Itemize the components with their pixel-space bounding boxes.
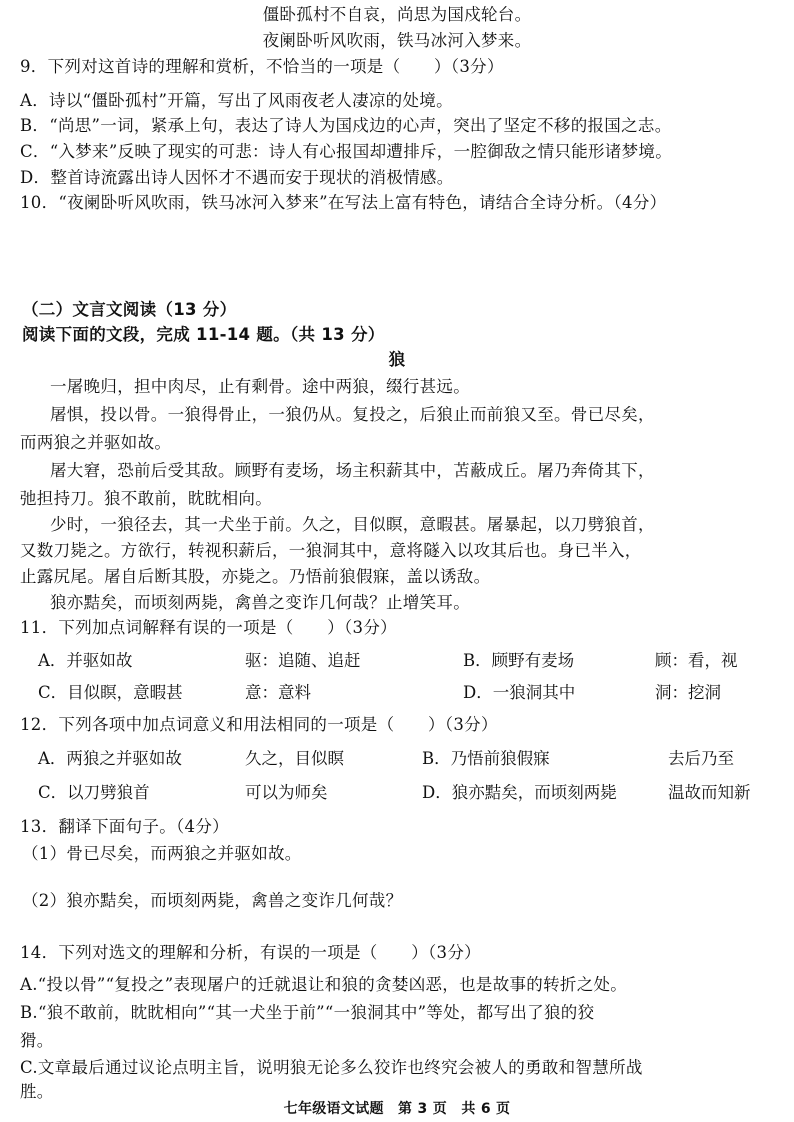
passage-paragraph-5: 狼亦黠矣，而顷刻两毙，禽兽之变诈几何哉？止增笑耳。 — [50, 593, 470, 612]
q12-stem: 12．下列各项中加点词意义和用法相同的一项是（ ）（3分） — [20, 715, 498, 734]
q11-option-a: A．并驱如故 — [38, 651, 133, 670]
passage-paragraph-1: 一屠晚归，担中肉尽，止有剩骨。途中两狼，缀行甚远。 — [50, 377, 470, 396]
passage-title: 狼 — [388, 350, 406, 369]
q11-option-c-gloss: 意：意料 — [245, 683, 311, 702]
q12-option-c: C．以刀劈狼首 — [38, 783, 150, 802]
q13-stem: 13．翻译下面句子。（4分） — [20, 817, 229, 836]
q9-option-d: D．整首诗流露出诗人因怀才不遇而安于现状的消极情感。 — [20, 168, 454, 187]
q13-sentence-2: （2）狼亦黠矣，而顷刻两毙，禽兽之变诈几何哉？ — [22, 891, 403, 910]
q14-option-b: B.“狼不敢前，眈眈相向”“其一犬坐于前”“一狼洞其中”等处，都写出了狼的狡 — [20, 1003, 595, 1022]
q11-option-d-gloss: 洞：挖洞 — [655, 683, 721, 702]
q12-option-c-compare: 可以为师矣 — [245, 783, 328, 802]
q11-option-c: C．目似瞑，意暇甚 — [38, 683, 183, 702]
q11-option-b-gloss: 顾：看，视 — [655, 651, 738, 670]
q9-option-b: B．“尚思”一词，紧承上句，表达了诗人为国戍边的心声，突出了坚定不移的报国之志。 — [20, 116, 672, 135]
passage-paragraph-2a: 屠惧，投以骨。一狼得骨止，一狼仍从。复投之，后狼止而前狼又至。骨已尽矣， — [50, 405, 655, 424]
q14-stem: 14．下列对选文的理解和分析，有误的一项是（ ）（3分） — [20, 943, 481, 962]
q9-option-c: C．“入梦来”反映了现实的可悲：诗人有心报国却遭排斥，一腔御敌之情只能形诸梦境。 — [20, 142, 672, 161]
q11-option-d: D．一狼洞其中 — [463, 683, 576, 702]
q9-stem: 9．下列对这首诗的理解和赏析，不恰当的一项是（ ）（3分） — [20, 57, 504, 76]
passage-paragraph-4c: 止露尻尾。屠自后断其股，亦毙之。乃悟前狼假寐，盖以诱敌。 — [20, 567, 491, 586]
passage-paragraph-3b: 弛担持刀。狼不敢前，眈眈相向。 — [20, 489, 272, 508]
q10-stem: 10．“夜阑卧听风吹雨，铁马冰河入梦来”在写法上富有特色，请结合全诗分析。（4分） — [20, 193, 667, 212]
poem-line-3: 僵卧孤村不自哀，尚思为国戍轮台。 — [262, 5, 532, 24]
q12-option-a-compare: 久之，目似瞑 — [245, 749, 344, 768]
page-footer: 七年级语文试题 第 3 页 共 6 页 — [283, 1101, 511, 1117]
passage-paragraph-4a: 少时，一狼径去，其一犬坐于前。久之，目似瞑，意暇甚。屠暴起，以刀劈狼首， — [50, 515, 655, 534]
q12-option-d: D．狼亦黠矣，而顷刻两毙 — [422, 783, 617, 802]
q12-option-b-compare: 去后乃至 — [668, 749, 734, 768]
q13-sentence-1: （1）骨已尽矣，而两狼之并驱如故。 — [22, 844, 302, 863]
passage-paragraph-2b: 而两狼之并驱如故。 — [20, 433, 172, 452]
q12-option-b: B．乃悟前狼假寐 — [422, 749, 550, 768]
q9-option-a: A．诗以“僵卧孤村”开篇，写出了风雨夜老人凄凉的处境。 — [20, 91, 453, 110]
section-instruction: 阅读下面的文段，完成 11-14 题。（共 13 分） — [22, 325, 385, 344]
q12-option-d-compare: 温故而知新 — [668, 783, 751, 802]
q11-option-a-gloss: 驱：追随、追赶 — [245, 651, 361, 670]
q14-option-c-cont: 胜。 — [20, 1082, 54, 1101]
section-heading: （二）文言文阅读（13 分） — [22, 300, 237, 319]
q14-option-b-cont: 猾。 — [20, 1031, 54, 1050]
poem-line-4: 夜阑卧听风吹雨，铁马冰河入梦来。 — [262, 31, 532, 50]
q11-stem: 11．下列加点词解释有误的一项是（ ）（3分） — [20, 618, 397, 637]
q14-option-a: A.“投以骨”“复投之”表现屠户的迁就退让和狼的贪婪凶恶，也是故事的转折之处。 — [20, 975, 628, 994]
q14-option-c: C.文章最后通过议论点明主旨，说明狼无论多么狡诈也终究会被人的勇敢和智慧所战 — [20, 1058, 643, 1077]
passage-paragraph-4b: 又数刀毙之。方欲行，转视积薪后，一狼洞其中，意将隧入以攻其后也。身已半入， — [20, 541, 642, 560]
q11-option-b: B．顾野有麦场 — [463, 651, 575, 670]
passage-paragraph-3a: 屠大窘，恐前后受其敌。顾野有麦场，场主积薪其中，苫蔽成丘。屠乃奔倚其下， — [50, 461, 655, 480]
q12-option-a: A．两狼之并驱如故 — [38, 749, 182, 768]
